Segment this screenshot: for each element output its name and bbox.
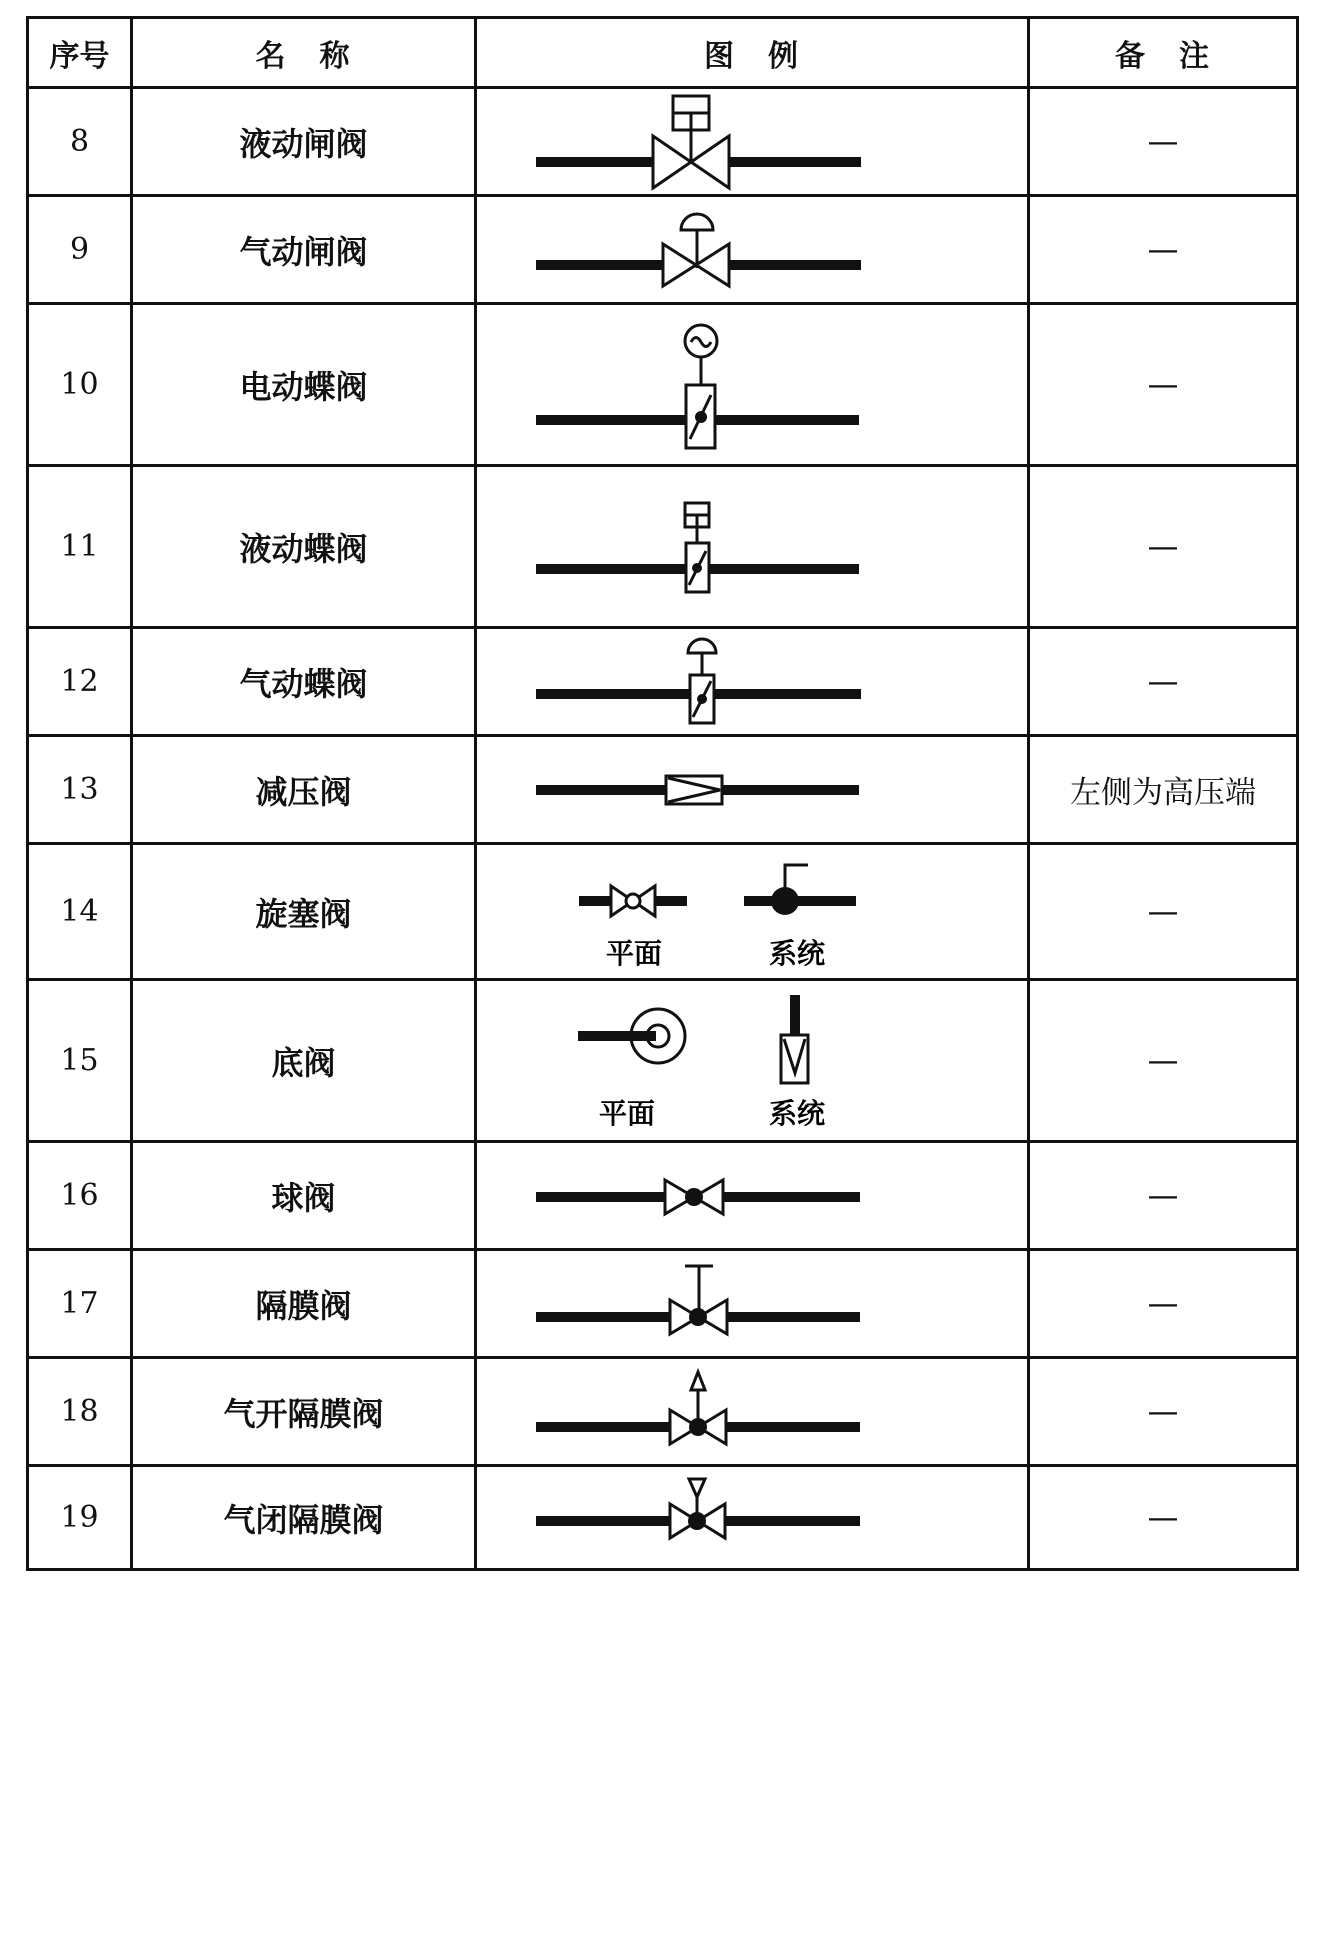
valve-name: 旋塞阀 [132,844,476,980]
legend-figure [476,1142,1029,1250]
row-number: 9 [28,196,132,304]
legend-figure [476,466,1029,628]
remark: — [1029,196,1298,304]
hydraulic-gate-valve-icon [477,92,1030,192]
plug-valve-system-icon [744,865,856,915]
remark: — [1029,88,1298,196]
valve-name: 隔膜阀 [132,1250,476,1358]
remark: — [1029,1142,1298,1250]
table-row [28,1466,1298,1570]
foot-valve-icon [477,983,1030,1139]
valve-legend-sheet [26,16,1296,1928]
electric-butterfly-valve-icon [477,307,1030,463]
table-row [28,736,1298,844]
air-open-diaphragm-valve-icon [477,1362,1030,1462]
remark: — [1029,1250,1298,1358]
pressure-reducing-valve-icon [477,740,1030,840]
row-number: 12 [28,628,132,736]
remark: — [1029,466,1298,628]
valve-name: 气动蝶阀 [132,628,476,736]
table-row [28,628,1298,736]
legend-figure [476,980,1029,1142]
pneumatic-gate-valve-icon [477,200,1030,300]
remark: — [1029,980,1298,1142]
plug-valve-icon [477,847,1030,977]
table-row [28,196,1298,304]
header-seq: 序号 [28,18,132,88]
valve-name: 气开隔膜阀 [132,1358,476,1466]
legend-figure [476,196,1029,304]
row-number: 16 [28,1142,132,1250]
table-header-row [28,18,1298,88]
valve-name: 底阀 [132,980,476,1142]
foot-valve-system-icon [781,995,808,1083]
table-row [28,1142,1298,1250]
row-number: 10 [28,304,132,466]
pneumatic-butterfly-valve-icon [477,631,1030,733]
valve-name: 气闭隔膜阀 [132,1466,476,1570]
legend-figure [476,1466,1029,1570]
row-number: 19 [28,1466,132,1570]
system-view-label: 系统 [768,936,826,970]
row-number: 18 [28,1358,132,1466]
table-row [28,466,1298,628]
remark: — [1029,1358,1298,1466]
table-row [28,1250,1298,1358]
remark: — [1029,1466,1298,1570]
air-close-diaphragm-valve-icon [477,1469,1030,1567]
valve-legend-table [26,16,1299,1571]
row-number: 17 [28,1250,132,1358]
row-number: 8 [28,88,132,196]
valve-name: 电动蝶阀 [132,304,476,466]
legend-figure [476,304,1029,466]
legend-figure [476,1250,1029,1358]
row-number: 14 [28,844,132,980]
ball-valve-icon [477,1146,1030,1246]
diaphragm-valve-icon [477,1254,1030,1354]
table-row [28,304,1298,466]
table-row [28,844,1298,980]
plan-view-label: 平面 [605,936,663,970]
valve-name: 减压阀 [132,736,476,844]
row-number: 13 [28,736,132,844]
plan-view-label: 平面 [598,1096,656,1130]
valve-name: 液动闸阀 [132,88,476,196]
legend-figure [476,628,1029,736]
legend-figure [476,844,1029,980]
remark: — [1029,844,1298,980]
hydraulic-butterfly-valve-icon [477,469,1030,625]
remark: — [1029,304,1298,466]
remark: 左侧为高压端 [1029,736,1298,844]
valve-name: 液动蝶阀 [132,466,476,628]
row-number: 15 [28,980,132,1142]
header-figure: 图 例 [476,18,1029,88]
remark: — [1029,628,1298,736]
header-remark: 备 注 [1029,18,1298,88]
legend-figure [476,736,1029,844]
system-view-label: 系统 [768,1096,826,1130]
valve-name: 球阀 [132,1142,476,1250]
table-row [28,1358,1298,1466]
legend-figure [476,1358,1029,1466]
foot-valve-plan-icon [578,1009,685,1063]
row-number: 11 [28,466,132,628]
table-row [28,88,1298,196]
header-name: 名 称 [132,18,476,88]
legend-figure [476,88,1029,196]
valve-name: 气动闸阀 [132,196,476,304]
plug-valve-plan-icon [579,886,687,916]
table-row [28,980,1298,1142]
